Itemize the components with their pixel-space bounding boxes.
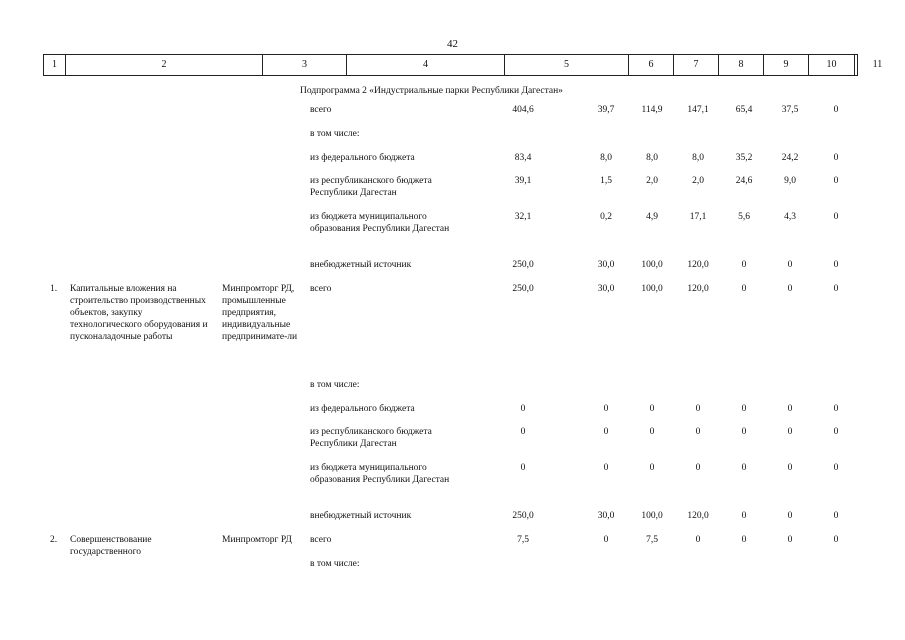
item-name: Совершенствование государственного — [70, 535, 152, 557]
cell-col10: 0 — [787, 463, 793, 473]
col-header-4: 4 — [347, 55, 505, 75]
cell-col8: 147,1 — [687, 105, 709, 115]
cell-col7: 0 — [649, 404, 655, 414]
row-label: внебюджетный источник — [310, 511, 412, 521]
cell-col6: 30,0 — [597, 260, 615, 270]
col-header-3: 3 — [263, 55, 347, 75]
table-header — [43, 54, 883, 76]
cell-col9: 0 — [741, 404, 747, 414]
item-executor: Минпромторг РД, промышленные предприятия, индивидуальные предпринимате-ли — [222, 284, 298, 342]
cell-col9: 0 — [741, 535, 747, 545]
page-number: 42 — [447, 38, 458, 50]
cell-col6: 0 — [603, 404, 609, 414]
col-header-9: 9 — [764, 55, 809, 75]
cell-col11: 0 — [833, 105, 839, 115]
cell-col10: 0 — [787, 284, 793, 294]
cell-col8: 0 — [695, 535, 701, 545]
cell-col7: 4,9 — [646, 212, 658, 222]
col-header-10: 10 — [809, 55, 855, 75]
cell-col8: 120,0 — [687, 511, 709, 521]
row-label: в том числе: — [310, 129, 360, 139]
cell-col6: 0 — [603, 427, 609, 437]
cell-col11: 0 — [833, 511, 839, 521]
cell-col8: 120,0 — [687, 260, 709, 270]
row-label: в том числе: — [310, 559, 360, 569]
cell-col7: 0 — [649, 463, 655, 473]
cell-col9: 0 — [741, 284, 747, 294]
cell-col9: 0 — [741, 511, 747, 521]
row-label: из федерального бюджета — [310, 153, 415, 163]
cell-col10: 0 — [787, 511, 793, 521]
cell-col5: 0 — [520, 427, 526, 437]
col-header-11: 11 — [872, 59, 883, 70]
cell-col11: 0 — [833, 427, 839, 437]
cell-col10: 37,5 — [781, 105, 799, 115]
cell-col6: 30,0 — [597, 511, 615, 521]
cell-col6: 30,0 — [597, 284, 615, 294]
col-header-7: 7 — [674, 55, 719, 75]
cell-col10: 0 — [787, 427, 793, 437]
cell-col8: 0 — [695, 463, 701, 473]
cell-col7: 100,0 — [641, 260, 663, 270]
cell-col11: 0 — [833, 153, 839, 163]
cell-col9: 65,4 — [735, 105, 753, 115]
cell-col7: 8,0 — [646, 153, 658, 163]
cell-col5: 250,0 — [512, 260, 534, 270]
cell-col10: 9,0 — [784, 176, 796, 186]
item-number: 1. — [50, 284, 58, 294]
cell-col5: 39,1 — [514, 176, 532, 186]
cell-col11: 0 — [833, 404, 839, 414]
cell-col10: 0 — [787, 260, 793, 270]
row-label: всего — [310, 284, 332, 294]
row-label: всего — [310, 535, 332, 545]
cell-col6: 1,5 — [600, 176, 612, 186]
cell-col6: 0 — [603, 463, 609, 473]
cell-col5: 250,0 — [512, 284, 534, 294]
cell-col10: 0 — [787, 404, 793, 414]
cell-col9: 0 — [741, 260, 747, 270]
cell-col6: 0,2 — [600, 212, 612, 222]
row-label: в том числе: — [310, 380, 360, 390]
cell-col9: 24,6 — [735, 176, 753, 186]
cell-col5: 32,1 — [514, 212, 532, 222]
cell-col8: 120,0 — [687, 284, 709, 294]
cell-col11: 0 — [833, 463, 839, 473]
row-label: внебюджетный источник — [310, 260, 412, 270]
row-label: всего — [310, 105, 332, 115]
cell-col7: 7,5 — [646, 535, 658, 545]
cell-col5: 404,6 — [512, 105, 534, 115]
cell-col5: 0 — [520, 404, 526, 414]
cell-col6: 39,7 — [597, 105, 615, 115]
subprogram-title: Подпрограмма 2 «Индустриальные парки Республики Дагестан» — [300, 86, 563, 96]
cell-col11: 0 — [833, 212, 839, 222]
item-number: 2. — [50, 535, 58, 545]
cell-col5: 250,0 — [512, 511, 534, 521]
cell-col5: 0 — [520, 463, 526, 473]
col-header-2: 2 — [66, 55, 263, 75]
cell-col7: 114,9 — [641, 105, 663, 115]
row-label: из бюджета муниципального образования Республики Дагестан — [310, 463, 450, 485]
cell-col6: 0 — [603, 535, 609, 545]
cell-col8: 0 — [695, 404, 701, 414]
cell-col8: 8,0 — [692, 153, 704, 163]
cell-col8: 17,1 — [689, 212, 707, 222]
cell-col11: 0 — [833, 535, 839, 545]
cell-col8: 0 — [695, 427, 701, 437]
cell-col5: 7,5 — [517, 535, 529, 545]
cell-col11: 0 — [833, 284, 839, 294]
row-label: из федерального бюджета — [310, 404, 415, 414]
item-name: Капитальные вложения на строительство производственных объектов, закупку технологического оборудования и пусконаладочные работы — [70, 284, 208, 342]
cell-col11: 0 — [833, 176, 839, 186]
cell-col5: 83,4 — [514, 153, 532, 163]
cell-col7: 100,0 — [641, 511, 663, 521]
cell-col10: 4,3 — [784, 212, 796, 222]
cell-col6: 8,0 — [600, 153, 612, 163]
row-label: из республиканского бюджета Республики Дагестан — [310, 176, 432, 198]
cell-col9: 0 — [741, 463, 747, 473]
cell-col8: 2,0 — [692, 176, 704, 186]
cell-col11: 0 — [833, 260, 839, 270]
cell-col9: 5,6 — [738, 212, 750, 222]
cell-col9: 0 — [741, 427, 747, 437]
col-header-8: 8 — [719, 55, 764, 75]
cell-col10: 0 — [787, 535, 793, 545]
cell-col7: 2,0 — [646, 176, 658, 186]
cell-col7: 0 — [649, 427, 655, 437]
col-header-5: 5 — [505, 55, 629, 75]
col-header-6: 6 — [629, 55, 674, 75]
col-header-1: 1 — [44, 55, 66, 75]
row-label: из республиканского бюджета Республики Дагестан — [310, 427, 432, 449]
item-executor: Минпромторг РД — [222, 535, 292, 545]
row-label: из бюджета муниципального образования Республики Дагестан — [310, 212, 450, 234]
cell-col10: 24,2 — [781, 153, 799, 163]
cell-col7: 100,0 — [641, 284, 663, 294]
cell-col9: 35,2 — [735, 153, 753, 163]
